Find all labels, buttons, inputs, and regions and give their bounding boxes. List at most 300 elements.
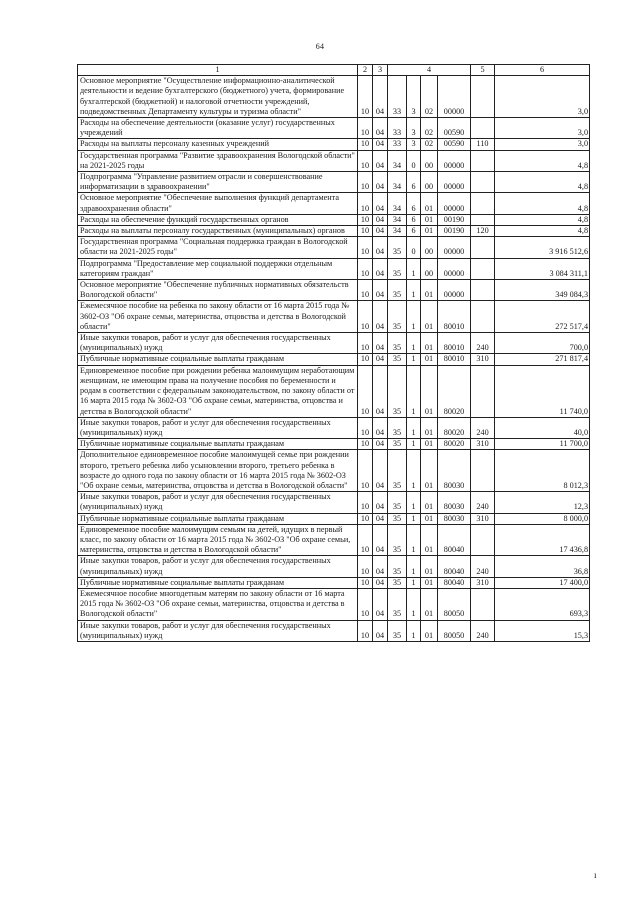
code-subsection — [373, 280, 388, 301]
code-expense-type-text: 240 — [476, 566, 489, 576]
code-direction — [438, 492, 471, 513]
code-event — [421, 524, 438, 556]
table-row — [78, 258, 590, 279]
code-section — [358, 150, 373, 171]
code-program-text: 35 — [392, 427, 402, 437]
code-subsection — [373, 226, 388, 237]
code-direction — [438, 524, 471, 556]
row-amount — [495, 492, 590, 513]
row-description-text: Расходы на выплаты персоналу государственных (муниципальных) органов — [80, 226, 345, 236]
code-event-text: 01 — [424, 545, 434, 555]
row-amount-text: 3,0 — [577, 106, 589, 116]
row-description — [78, 450, 358, 492]
code-subprogram-text: 1 — [411, 513, 416, 523]
code-direction-text: 00000 — [443, 290, 465, 300]
code-section-text: 10 — [360, 630, 370, 640]
row-description — [78, 150, 358, 171]
code-expense-type-text: 240 — [476, 502, 489, 512]
code-subsection-text: 04 — [375, 566, 385, 576]
code-subsection-text: 04 — [375, 480, 385, 490]
code-subsection-text: 04 — [375, 214, 385, 224]
row-amount — [495, 226, 590, 237]
code-subsection — [373, 417, 388, 438]
code-direction — [438, 280, 471, 301]
table-body — [78, 76, 590, 642]
code-section — [358, 513, 373, 524]
code-program-text: 34 — [392, 214, 402, 224]
row-description — [78, 76, 358, 118]
code-direction-text: 80030 — [443, 513, 465, 523]
code-subsection-text: 04 — [375, 343, 385, 353]
code-event — [421, 150, 438, 171]
code-subprogram-text: 0 — [411, 247, 416, 257]
code-subprogram-text: 0 — [411, 160, 416, 170]
row-description-text: Единовременное пособие малоимущим семьям на детей, идущих в первый класс, по закону области от 16 марта 2015 года № 3602-ОЗ "Об охране семьи, материнства, отцовства и детства в Вологодской области" — [80, 524, 351, 555]
code-event-text: 00 — [424, 182, 434, 192]
row-amount — [495, 524, 590, 556]
row-amount — [495, 620, 590, 641]
code-subprogram-text: 1 — [411, 480, 416, 490]
code-direction — [438, 301, 471, 333]
code-event-text: 01 — [424, 513, 434, 523]
code-section — [358, 450, 373, 492]
code-subsection — [373, 620, 388, 641]
code-event-text: 01 — [424, 566, 434, 576]
code-direction-text: 80020 — [443, 406, 465, 416]
table-row — [78, 492, 590, 513]
code-direction-text: 80010 — [443, 354, 465, 364]
code-section-text: 10 — [360, 343, 370, 353]
code-section-text: 10 — [360, 406, 370, 416]
code-subsection — [373, 237, 388, 258]
code-event-text: 01 — [424, 321, 434, 331]
code-program-text: 35 — [392, 545, 402, 555]
code-subprogram-text: 1 — [411, 502, 416, 512]
code-subprogram — [407, 492, 421, 513]
code-subsection — [373, 76, 388, 118]
header-col-2: 2 — [358, 65, 373, 76]
code-section-text: 10 — [360, 513, 370, 523]
code-section-text: 10 — [360, 545, 370, 555]
code-event — [421, 280, 438, 301]
row-description — [78, 214, 358, 225]
code-section — [358, 577, 373, 588]
code-direction-text: 00000 — [443, 106, 465, 116]
code-direction-text: 00190 — [443, 226, 465, 236]
code-section-text: 10 — [360, 609, 370, 619]
row-amount — [495, 588, 590, 620]
table-row — [78, 214, 590, 225]
code-section-text: 10 — [360, 128, 370, 138]
code-direction — [438, 118, 471, 139]
code-section — [358, 439, 373, 450]
header-col-3: 3 — [373, 65, 388, 76]
code-subprogram — [407, 237, 421, 258]
row-amount-text: 700,0 — [569, 343, 589, 353]
code-subprogram — [407, 588, 421, 620]
code-subprogram-text: 1 — [411, 354, 416, 364]
code-section-text: 10 — [360, 247, 370, 257]
code-section-text: 10 — [360, 182, 370, 192]
code-event-text: 00 — [424, 247, 434, 257]
code-direction — [438, 193, 471, 214]
code-program-text: 35 — [392, 354, 402, 364]
code-section — [358, 193, 373, 214]
code-expense-type — [471, 139, 495, 150]
table-row — [78, 280, 590, 301]
code-section — [358, 556, 373, 577]
row-amount-text: 3 084 311,1 — [549, 268, 589, 278]
row-amount-text: 3,0 — [577, 139, 589, 149]
code-direction-text: 80050 — [443, 630, 465, 640]
code-direction — [438, 513, 471, 524]
row-description — [78, 577, 358, 588]
table-row — [78, 301, 590, 333]
code-subsection — [373, 214, 388, 225]
row-description — [78, 439, 358, 450]
code-subsection-text: 04 — [375, 139, 385, 149]
code-subprogram-text: 1 — [411, 609, 416, 619]
row-description — [78, 226, 358, 237]
table-row — [78, 439, 590, 450]
code-event — [421, 354, 438, 365]
code-subprogram-text: 1 — [411, 630, 416, 640]
code-expense-type-text: 240 — [476, 630, 489, 640]
code-expense-type — [471, 620, 495, 641]
row-description-text: Иные закупки товаров, работ и услуг для обеспечения государственных (муниципальных) нужд — [80, 556, 331, 576]
code-section-text: 10 — [360, 290, 370, 300]
code-subsection-text: 04 — [375, 160, 385, 170]
row-amount-text: 8 012,3 — [563, 480, 589, 490]
code-section-text: 10 — [360, 427, 370, 437]
row-amount-text: 8 000,0 — [563, 513, 589, 523]
code-subsection — [373, 450, 388, 492]
code-expense-type-text: 310 — [476, 577, 489, 587]
code-subprogram-text: 1 — [411, 439, 416, 449]
code-subprogram — [407, 524, 421, 556]
row-amount-text: 3 916 512,6 — [549, 247, 589, 257]
row-description-text: Иные закупки товаров, работ и услуг для обеспечения государственных (муниципальных) нужд — [80, 417, 331, 437]
code-direction — [438, 556, 471, 577]
row-amount-text: 4,8 — [577, 160, 589, 170]
code-program-text: 34 — [392, 160, 402, 170]
code-subsection-text: 04 — [375, 203, 385, 213]
code-event — [421, 450, 438, 492]
code-subsection-text: 04 — [375, 502, 385, 512]
code-subprogram-text: 1 — [411, 406, 416, 416]
code-direction-text: 80040 — [443, 545, 465, 555]
code-subsection-text: 04 — [375, 609, 385, 619]
row-description-text: Расходы на выплаты персоналу казенных учреждений — [80, 139, 269, 149]
code-direction — [438, 417, 471, 438]
code-program-text: 35 — [392, 268, 402, 278]
code-event-text: 01 — [424, 502, 434, 512]
table-row — [78, 588, 590, 620]
code-expense-type — [471, 577, 495, 588]
row-amount — [495, 214, 590, 225]
code-direction-text: 00000 — [443, 268, 465, 278]
code-subprogram-text: 1 — [411, 545, 416, 555]
code-expense-type — [471, 214, 495, 225]
table-row — [78, 118, 590, 139]
table-row — [78, 417, 590, 438]
row-description — [78, 237, 358, 258]
code-program-text: 35 — [392, 630, 402, 640]
code-expense-type-text: 310 — [476, 513, 489, 523]
code-program-text: 35 — [392, 321, 402, 331]
code-section — [358, 588, 373, 620]
code-direction — [438, 214, 471, 225]
row-amount — [495, 354, 590, 365]
code-subprogram — [407, 450, 421, 492]
code-program — [388, 588, 407, 620]
table-row — [78, 620, 590, 641]
row-description — [78, 417, 358, 438]
code-subsection-text: 04 — [375, 354, 385, 364]
code-subsection — [373, 513, 388, 524]
code-subsection-text: 04 — [375, 406, 385, 416]
code-section-text: 10 — [360, 226, 370, 236]
code-subprogram-text: 3 — [411, 128, 416, 138]
code-subprogram-text: 6 — [411, 182, 416, 192]
code-event — [421, 301, 438, 333]
row-description — [78, 556, 358, 577]
code-event — [421, 226, 438, 237]
code-expense-type — [471, 193, 495, 214]
code-program-text: 35 — [392, 480, 402, 490]
row-amount — [495, 333, 590, 354]
code-subprogram — [407, 333, 421, 354]
code-subprogram — [407, 172, 421, 193]
code-program — [388, 226, 407, 237]
code-expense-type — [471, 556, 495, 577]
code-subprogram-text: 6 — [411, 226, 416, 236]
code-subsection-text: 04 — [375, 182, 385, 192]
row-description-text: Публичные нормативные социальные выплаты гражданам — [80, 439, 285, 449]
code-event — [421, 139, 438, 150]
code-program-text: 34 — [392, 226, 402, 236]
code-section-text: 10 — [360, 203, 370, 213]
code-direction — [438, 620, 471, 641]
row-amount — [495, 280, 590, 301]
code-section — [358, 76, 373, 118]
code-event-text: 01 — [424, 343, 434, 353]
table-row — [78, 556, 590, 577]
table-row — [78, 354, 590, 365]
code-event — [421, 439, 438, 450]
row-amount-text: 4,8 — [577, 226, 589, 236]
row-description-text: Ежемесячное пособие на ребенка по закону области от 16 марта 2015 года № 3602-ОЗ "Об охране семьи, материнства, отцовства и детства в Вологодской области" — [80, 301, 350, 331]
code-expense-type — [471, 450, 495, 492]
code-program-text: 35 — [392, 513, 402, 523]
code-program — [388, 492, 407, 513]
code-expense-type-text: 120 — [476, 226, 489, 236]
row-description-text: Основное мероприятие "Обеспечение публичных нормативных обязательств Вологодской области" — [80, 280, 349, 300]
code-direction-text: 00000 — [443, 203, 465, 213]
code-direction — [438, 439, 471, 450]
code-event-text: 02 — [424, 106, 434, 116]
code-program-text: 35 — [392, 577, 402, 587]
code-direction-text: 80050 — [443, 609, 465, 619]
code-subsection-text: 04 — [375, 290, 385, 300]
code-section-text: 10 — [360, 139, 370, 149]
code-event — [421, 577, 438, 588]
code-direction — [438, 76, 471, 118]
table-row — [78, 513, 590, 524]
row-amount-text: 36,8 — [573, 566, 589, 576]
row-amount — [495, 450, 590, 492]
code-event — [421, 214, 438, 225]
code-program — [388, 439, 407, 450]
code-subsection-text: 04 — [375, 577, 385, 587]
code-section — [358, 301, 373, 333]
row-amount — [495, 556, 590, 577]
row-amount-text: 11 740,0 — [559, 406, 589, 416]
code-event-text: 01 — [424, 439, 434, 449]
row-amount — [495, 301, 590, 333]
code-direction — [438, 258, 471, 279]
code-program — [388, 620, 407, 641]
table-row — [78, 333, 590, 354]
code-program — [388, 76, 407, 118]
code-program — [388, 139, 407, 150]
code-subprogram — [407, 280, 421, 301]
code-subprogram — [407, 556, 421, 577]
code-subsection-text: 04 — [375, 513, 385, 523]
row-description — [78, 524, 358, 556]
row-description — [78, 333, 358, 354]
row-description — [78, 139, 358, 150]
code-program-text: 33 — [392, 128, 402, 138]
code-subsection — [373, 365, 388, 417]
code-subsection — [373, 588, 388, 620]
code-subprogram — [407, 118, 421, 139]
row-amount-text: 17 436,8 — [559, 545, 589, 555]
code-subsection — [373, 118, 388, 139]
code-section-text: 10 — [360, 577, 370, 587]
code-expense-type — [471, 354, 495, 365]
row-description — [78, 193, 358, 214]
code-expense-type — [471, 258, 495, 279]
row-description-text: Расходы на обеспечение функций государственных органов — [80, 214, 289, 224]
code-subprogram — [407, 150, 421, 171]
row-description-text: Публичные нормативные социальные выплаты гражданам — [80, 513, 285, 523]
code-direction-text: 00190 — [443, 214, 465, 224]
header-col-1: 1 — [78, 65, 358, 76]
code-direction-text: 80010 — [443, 321, 465, 331]
code-subprogram-text: 1 — [411, 577, 416, 587]
code-section-text: 10 — [360, 106, 370, 116]
code-subprogram — [407, 577, 421, 588]
code-section-text: 10 — [360, 214, 370, 224]
row-description — [78, 492, 358, 513]
code-event — [421, 193, 438, 214]
table-row — [78, 237, 590, 258]
code-event-text: 01 — [424, 214, 434, 224]
row-description — [78, 620, 358, 641]
code-event-text: 01 — [424, 609, 434, 619]
code-direction — [438, 354, 471, 365]
code-subsection-text: 04 — [375, 128, 385, 138]
code-subsection — [373, 193, 388, 214]
code-expense-type — [471, 172, 495, 193]
code-program — [388, 193, 407, 214]
row-description — [78, 258, 358, 279]
code-expense-type-text: 240 — [476, 427, 489, 437]
code-direction — [438, 588, 471, 620]
code-section — [358, 365, 373, 417]
code-event-text: 01 — [424, 480, 434, 490]
code-subsection — [373, 150, 388, 171]
code-expense-type-text: 240 — [476, 343, 489, 353]
code-subsection — [373, 556, 388, 577]
code-section — [358, 417, 373, 438]
code-subprogram — [407, 226, 421, 237]
code-event — [421, 76, 438, 118]
code-expense-type — [471, 237, 495, 258]
row-amount — [495, 577, 590, 588]
code-expense-type — [471, 150, 495, 171]
code-event — [421, 365, 438, 417]
code-program — [388, 237, 407, 258]
code-direction-text: 00590 — [443, 128, 465, 138]
code-subsection — [373, 492, 388, 513]
row-description — [78, 301, 358, 333]
code-expense-type — [471, 333, 495, 354]
code-expense-type-text: 110 — [476, 139, 489, 149]
code-subprogram-text: 1 — [411, 268, 416, 278]
row-description-text: Основное мероприятие "Осуществление информационно-аналитической деятельности и ведение бухгалтерского (бюджетного) учета, формирование бухгалтерской (бюджетной) и налоговой отчетности учреждений, подведомственных Департаменту культуры и туризма области" — [80, 76, 345, 116]
code-event — [421, 513, 438, 524]
code-subsection — [373, 301, 388, 333]
code-event-text: 01 — [424, 354, 434, 364]
code-event — [421, 588, 438, 620]
code-direction — [438, 365, 471, 417]
code-expense-type — [471, 524, 495, 556]
code-section-text: 10 — [360, 566, 370, 576]
code-section-text: 10 — [360, 160, 370, 170]
code-subprogram — [407, 354, 421, 365]
code-program — [388, 354, 407, 365]
code-program — [388, 513, 407, 524]
code-expense-type — [471, 588, 495, 620]
row-amount — [495, 365, 590, 417]
row-description — [78, 280, 358, 301]
budget-table — [77, 64, 590, 642]
code-expense-type — [471, 417, 495, 438]
code-subsection — [373, 524, 388, 556]
table-row — [78, 172, 590, 193]
code-event — [421, 258, 438, 279]
row-amount — [495, 258, 590, 279]
row-amount-text: 4,8 — [577, 203, 589, 213]
code-subprogram-text: 6 — [411, 203, 416, 213]
code-direction-text: 80020 — [443, 439, 465, 449]
code-section — [358, 258, 373, 279]
row-amount — [495, 237, 590, 258]
row-amount — [495, 513, 590, 524]
code-direction-text: 00000 — [443, 160, 465, 170]
row-amount — [495, 172, 590, 193]
code-program — [388, 365, 407, 417]
row-description-text: Расходы на обеспечение деятельности (оказание услуг) государственных учреждений — [80, 118, 335, 138]
table-row — [78, 365, 590, 417]
code-section-text: 10 — [360, 439, 370, 449]
code-event-text: 00 — [424, 268, 434, 278]
code-program — [388, 417, 407, 438]
code-event-text: 02 — [424, 128, 434, 138]
code-program-text: 35 — [392, 343, 402, 353]
